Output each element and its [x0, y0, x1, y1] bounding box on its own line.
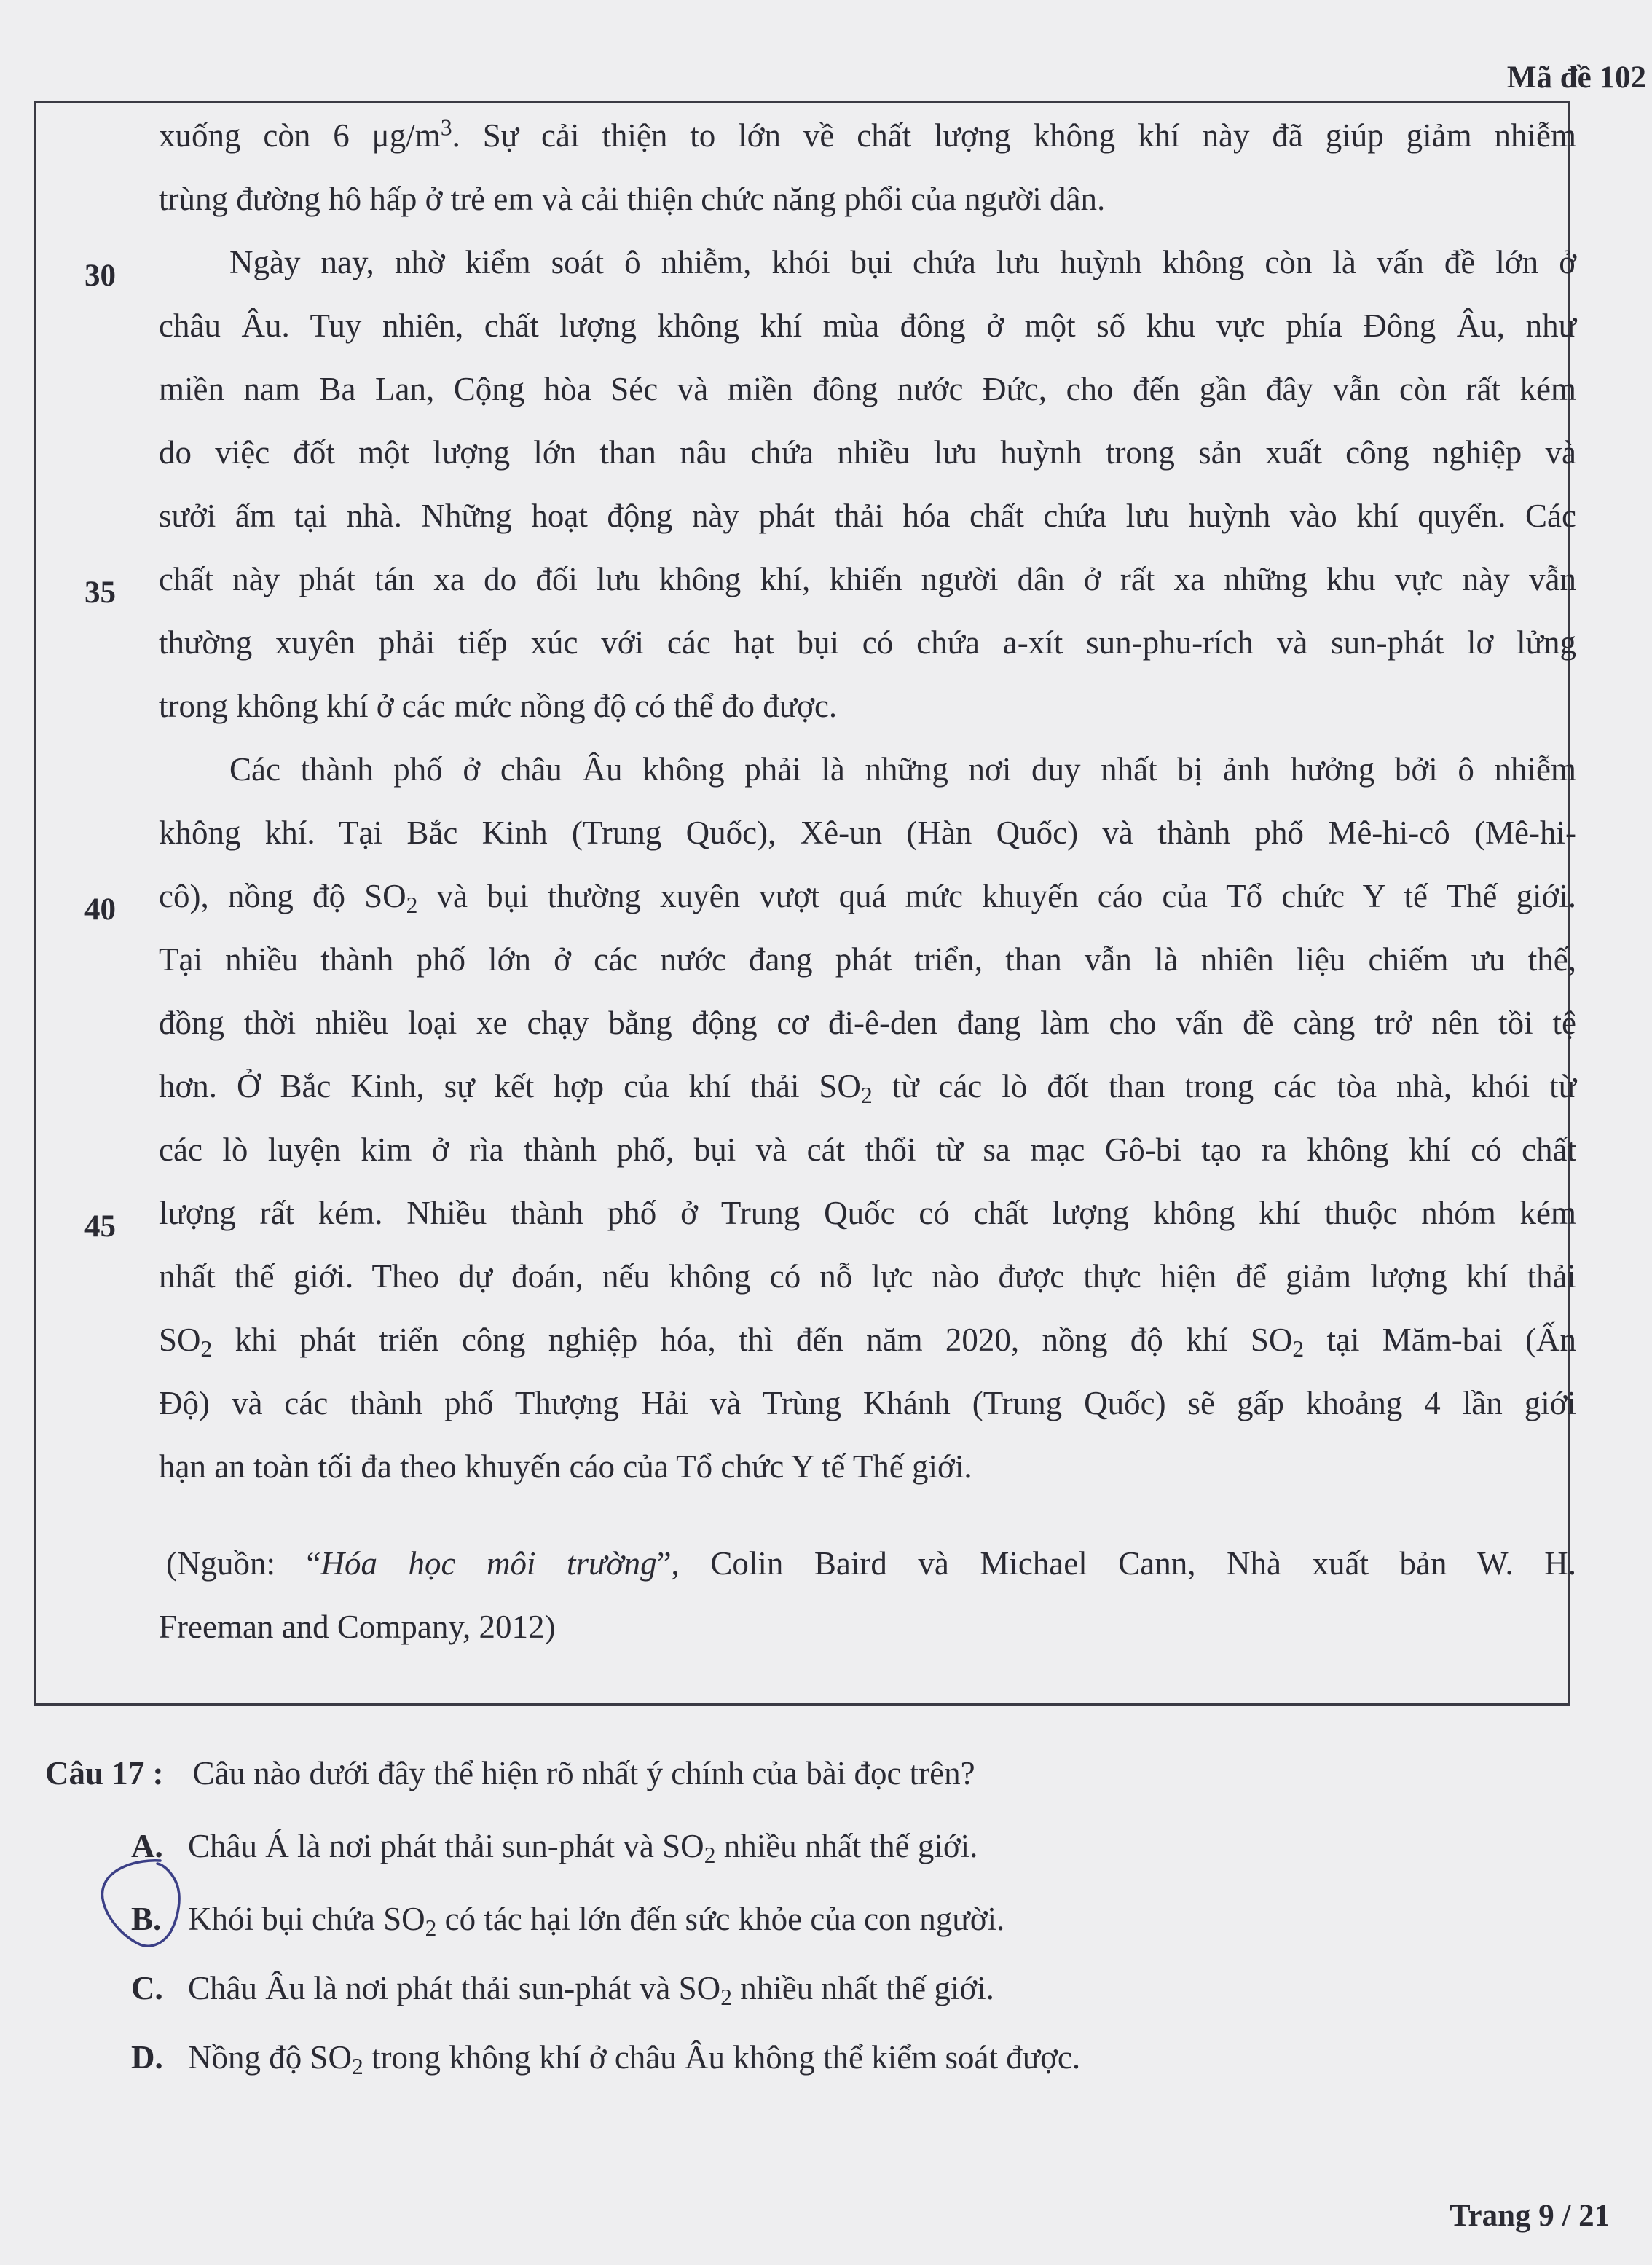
passage-line: do việc đốt một lượng lớn than nâu chứa nhiều lưu huỳnh trong sản xuất công nghiệp và: [159, 434, 1576, 471]
page-number: Trang 9 / 21: [1450, 2199, 1610, 2233]
passage-line: Các thành phố ở châu Âu không phải là những nơi duy nhất bị ảnh hưởng bởi ô nhiễm: [229, 751, 1576, 788]
passage-line: các lò luyện kim ở rìa thành phố, bụi và cát thổi từ sa mạc Gô-bi tạo ra không khí có chất: [159, 1131, 1576, 1168]
pen-circle-mark-icon: [93, 1858, 210, 1952]
option-d[interactable]: D. Nồng độ $SO_2$ trong không khí ở châu Âu không thể kiểm soát được.: [131, 2039, 1081, 2079]
passage-line: Tại nhiều thành phố lớn ở các nước đang phát triển, than vẫn là nhiên liệu chiếm ưu thế,: [159, 941, 1576, 978]
passage-line: trùng đường hô hấp ở trẻ em và cải thiện chức năng phổi của người dân.: [159, 181, 1106, 217]
exam-code: Mã đề 102: [1506, 60, 1646, 95]
passage-line: $SO_2$ khi phát triển công nghiệp hóa, thì đến năm 2020, nồng độ khí $SO_2$ tại Mă​m-bai (Ấn: [159, 1322, 1576, 1362]
option-c[interactable]: C. Châu Âu là nơi phát thải sun-phát và $SO_2$ nhiều nhất thế giới.: [131, 1970, 994, 2010]
passage-line: nhất thế giới. Theo dự đoán, nếu không có nỗ lực nào được thực hiện để giảm lượng khí thải: [159, 1258, 1576, 1295]
option-a[interactable]: A. Châu Á là nơi phát thải sun-phát và $SO_2$ nhiều nhất thế giới.: [131, 1828, 978, 1868]
line-number-45: 45: [84, 1209, 116, 1244]
line-number-40: 40: [84, 892, 116, 927]
question-label: Câu 17 :: [45, 1755, 164, 1791]
passage-line: hơn. Ở Bắc Kinh, sự kết hợp của khí thải $SO_2$ từ các lò đốt than trong các tòa nhà, khói từ: [159, 1068, 1576, 1108]
option-label: B.: [131, 1901, 162, 1937]
passage-line: châu Âu. Tuy nhiên, chất lượng không khí mùa đông ở một số khu vực phía Đông Âu, như: [159, 307, 1576, 344]
passage-line: xuống còn 6 $\mu g/m^3$. Sự cải thiện to lớn về chất lượng không khí này đã giúp giảm nhiễm: [159, 114, 1576, 154]
passage-line: thường xuyên phải tiếp xúc với các hạt bụi có chứa a-xít sun-phu-rích và sun-phát lơ lửng: [159, 624, 1576, 661]
passage-line: cô), nồng độ $SO_2$ và bụi thường xuyên vượt quá mức khuyến cáo của Tổ chức Y tế Thế giới.: [159, 878, 1577, 918]
passage-line: trong không khí ở các mức nồng độ có thể đo được.: [159, 688, 838, 724]
passage-line: không khí. Tại Bắc Kinh (Trung Quốc), Xê-un (Hàn Quốc) và thành phố Mê-hi-cô (Mê-hi-: [159, 814, 1576, 851]
question-17: [45, 1757, 975, 1790]
source-citation: (Nguồn: “Hóa học môi trường”, Colin Baird và Michael Cann, Nhà xuất bản W. H.: [166, 1545, 1577, 1582]
option-b[interactable]: B. Khói bụi chứa $SO_2$ có tác hại lớn đến sức khỏe của con người.: [131, 1901, 1005, 1941]
question-text: Câu nào dưới đây thể hiện rõ nhất ý chính của bài đọc trên?: [192, 1755, 975, 1791]
passage-line: Ngày nay, nhờ kiểm soát ô nhiễm, khói bụi chứa lưu huỳnh không còn là vấn đề lớn ở: [229, 244, 1576, 280]
option-label: C.: [131, 1970, 163, 2006]
option-label: A.: [131, 1828, 163, 1864]
option-label: D.: [131, 2039, 163, 2076]
passage-line: chất này phát tán xa do đối lưu không khí, khiến người dân ở rất xa những khu vực này vẫn: [159, 561, 1576, 597]
passage-line: sưởi ấm tại nhà. Những hoạt động này phát thải hóa chất chứa lưu huỳnh vào khí quyển. Các: [159, 498, 1576, 534]
line-number-35: 35: [84, 576, 116, 610]
passage-line: lượng rất kém. Nhiều thành phố ở Trung Quốc có chất lượng không khí thuộc nhóm kém: [159, 1195, 1576, 1231]
passage-line: miền nam Ba Lan, Cộng hòa Séc và miền đông nước Đức, cho đến gần đây vẫn còn rất kém: [159, 371, 1576, 407]
passage-line: Độ) và các thành phố Thượng Hải và Trùng Khánh (Trung Quốc) sẽ gấp khoảng 4 lần giới: [159, 1385, 1576, 1421]
reading-passage-box: [34, 101, 1577, 1706]
passage-line: đồng thời nhiều loại xe chạy bằng động cơ đi-ê-den đang làm cho vấn đề càng trở nên tồi tệ: [159, 1005, 1576, 1041]
source-citation-line2: Freeman and Company, 2012): [159, 1609, 556, 1645]
line-number-30: 30: [84, 259, 116, 293]
passage-line: hạn an toàn tối đa theo khuyến cáo của Tổ chức Y tế Thế giới.: [159, 1448, 972, 1485]
